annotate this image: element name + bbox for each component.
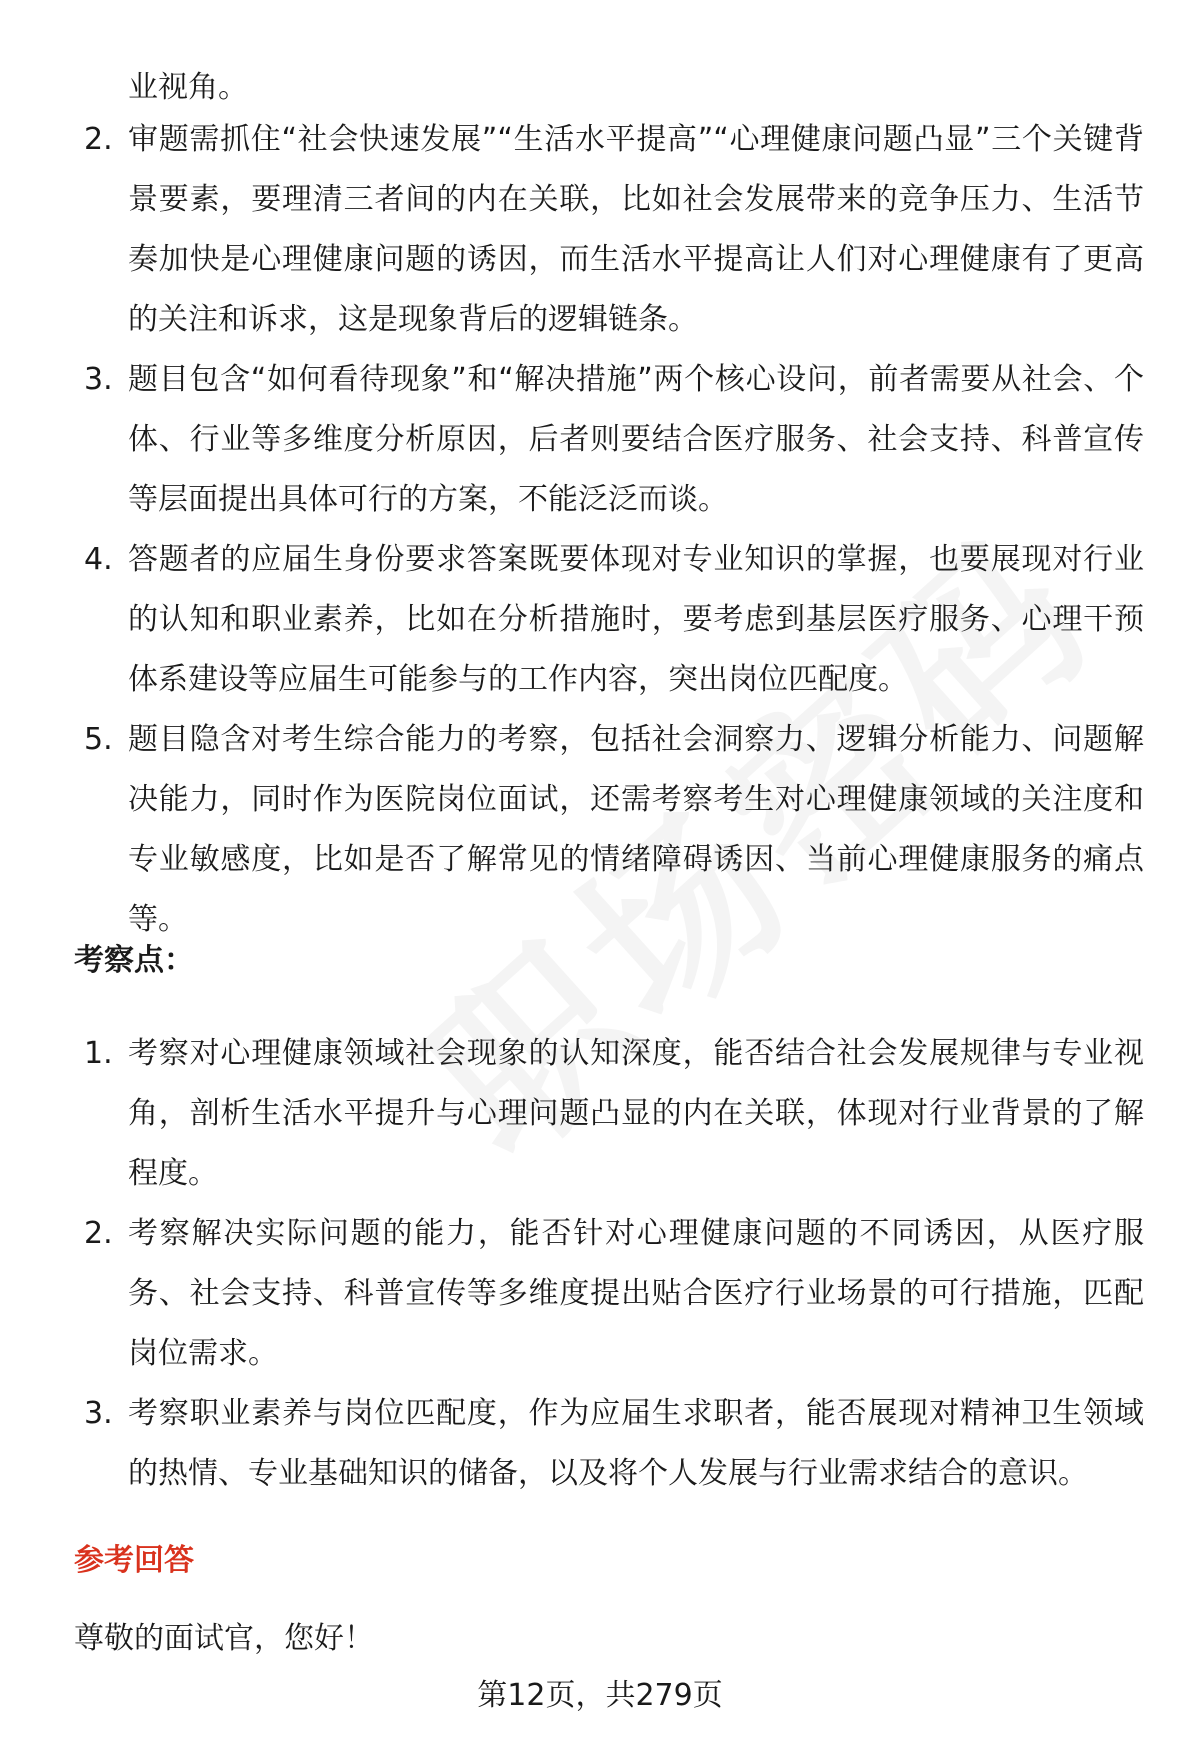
section-heading-kaocha: 考察点： bbox=[74, 943, 194, 978]
list-item-number: 3. bbox=[84, 1396, 113, 1431]
kaocha-list bbox=[74, 1024, 1144, 1504]
list-item-number: 5. bbox=[84, 722, 113, 757]
list-item-number: 1. bbox=[84, 1036, 113, 1071]
list-item bbox=[74, 710, 1144, 950]
list-item-text: 审题需抓住“社会快速发展”“生活水平提高”“心理健康问题凸显”三个关键背景要素，要理清三者间的内在关联，比如社会发展带来的竞争压力、生活节奏加快是心理健康问题的诱因，而生活水平提高让人们对心理健康有了更高的关注和诉求，这是现象背后的逻辑链条。 bbox=[128, 122, 1144, 337]
list-item bbox=[74, 350, 1144, 530]
list-item-text: 题目包含“如何看待现象”和“解决措施”两个核心设问，前者需要从社会、个体、行业等多维度分析原因，后者则要结合医疗服务、社会支持、科普宣传等层面提出具体可行的方案，不能泛泛而谈。 bbox=[128, 362, 1144, 517]
list-item bbox=[74, 1204, 1144, 1384]
list-item bbox=[74, 1384, 1144, 1504]
list-item bbox=[74, 110, 1144, 350]
analysis-list bbox=[74, 110, 1144, 950]
continuation-text: 业视角。 bbox=[128, 70, 248, 105]
list-item-number: 4. bbox=[84, 542, 113, 577]
greeting-text: 尊敬的面试官，您好！ bbox=[74, 1621, 374, 1656]
list-item-number: 2. bbox=[84, 122, 113, 157]
list-item bbox=[74, 1024, 1144, 1204]
list-item-text: 考察职业素养与岗位匹配度，作为应届生求职者，能否展现对精神卫生领域的热情、专业基础知识的储备，以及将个人发展与行业需求结合的意识。 bbox=[128, 1396, 1144, 1491]
page-footer: 第12页，共279页 bbox=[477, 1678, 723, 1713]
list-item bbox=[74, 530, 1144, 710]
list-item-text: 考察解决实际问题的能力，能否针对心理健康问题的不同诱因，从医疗服务、社会支持、科普宣传等多维度提出贴合医疗行业场景的可行措施，匹配岗位需求。 bbox=[128, 1216, 1144, 1371]
list-item-number: 2. bbox=[84, 1216, 113, 1251]
list-item-number: 3. bbox=[84, 362, 113, 397]
list-item-text: 考察对心理健康领域社会现象的认知深度，能否结合社会发展规律与专业视角，剖析生活水平提升与心理问题凸显的内在关联，体现对行业背景的了解程度。 bbox=[128, 1036, 1144, 1191]
list-item-text: 题目隐含对考生综合能力的考察，包括社会洞察力、逻辑分析能力、问题解决能力，同时作为医院岗位面试，还需考察考生对心理健康领域的关注度和专业敏感度，比如是否了解常见的情绪障碍诱因、当前心理健康服务的痛点等。 bbox=[128, 722, 1144, 937]
list-item-text: 答题者的应届生身份要求答案既要体现对专业知识的掌握，也要展现对行业的认知和职业素养，比如在分析措施时，要考虑到基层医疗服务、心理干预体系建设等应届生可能参与的工作内容，突出岗位匹配度。 bbox=[128, 542, 1144, 697]
section-heading-reference: 参考回答 bbox=[74, 1543, 194, 1578]
